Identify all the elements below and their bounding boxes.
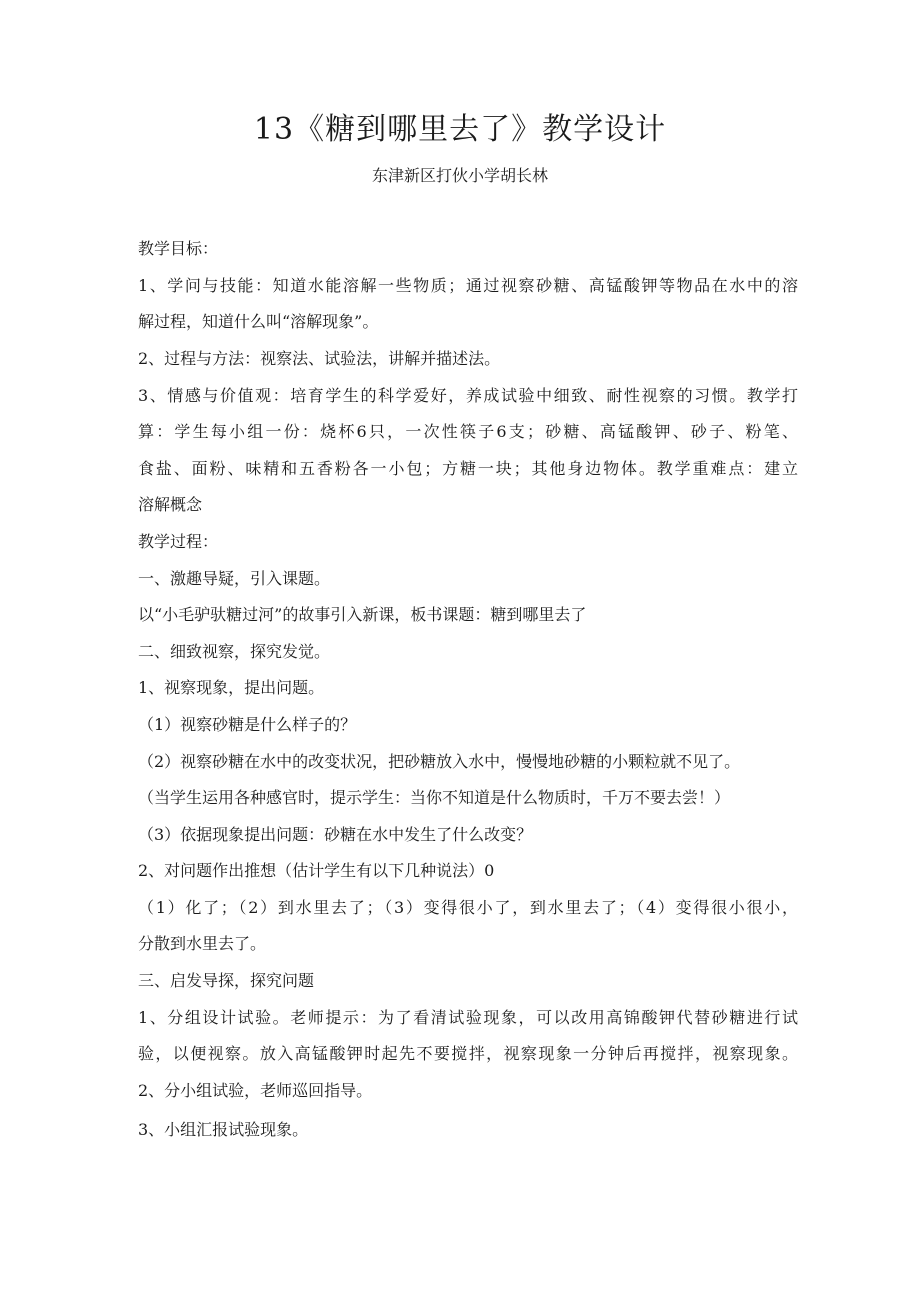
paragraph-line: 食盐、面粉、味精和五香粉各一小包；方糖一块；其他身边物体。教学重难点：建立 (138, 459, 798, 478)
heading-teaching-process: 教学过程： (138, 532, 219, 551)
paragraph-line: （1）视察砂糖是什么样子的？ (138, 715, 357, 734)
paragraph-line: 2、对问题作出推想（估计学生有以下几种说法）0 (138, 861, 495, 880)
paragraph-line: 算：学生每小组一份：烧杯6只，一次性筷子6支；砂糖、高锰酸钾、砂子、粉笔、 (138, 422, 798, 441)
paragraph-line: 溶解概念 (138, 495, 203, 514)
paragraph-line: 2、过程与方法：视察法、试验法，讲解并描述法。 (138, 349, 501, 368)
paragraph-line: 3、小组汇报试验现象。 (138, 1120, 309, 1139)
paragraph-line: 2、分小组试验，老师巡回指导。 (138, 1081, 373, 1100)
paragraph-line: 解过程，知道什么叫“溶解现象”。 (138, 312, 379, 331)
paragraph-line: （1）化了；（2）到水里去了；（3）变得很小了，到水里去了；（4）变得很小很小， (138, 898, 798, 917)
paragraph-line: 3、情感与价值观：培育学生的科学爱好，养成试验中细致、耐性视察的习惯。教学打 (138, 386, 798, 405)
paragraph-line: （当学生运用各种感官时，提示学生：当你不知道是什么物质时，千万不要去尝！） (138, 788, 731, 807)
paragraph-line: 验，以便视察。放入高锰酸钾时起先不要搅拌，视察现象一分钟后再搅拌，视察现象。 (138, 1044, 798, 1063)
paragraph-line: （2）视察砂糖在水中的改变状况，把砂糖放入水中，慢慢地砂糖的小颗粒就不见了。 (138, 752, 741, 771)
paragraph-line: 1、分组设计试验。老师提示：为了看清试验现象，可以改用高锦酸钾代替砂糖进行试 (138, 1008, 798, 1027)
section-heading-2: 二、细致视察，探究发觉。 (138, 642, 331, 661)
page-title: 13《糖到哪里去了》教学设计 (253, 112, 667, 147)
section-heading-1: 一、激趣导疑，引入课题。 (138, 569, 331, 588)
heading-teaching-goals: 教学目标： (138, 239, 219, 258)
section-heading-3: 三、启发导探，探究问题 (138, 971, 315, 990)
author-line: 东津新区打伙小学胡长林 (371, 166, 548, 185)
paragraph-line: （3）依据现象提出问题：砂糖在水中发生了什么改变？ (138, 825, 533, 844)
paragraph-line: 1、学问与技能：知道水能溶解一些物质；通过视察砂糖、高锰酸钾等物品在水中的溶 (138, 276, 798, 295)
paragraph-line: 分散到水里去了。 (138, 934, 267, 953)
paragraph-line: 1、视察现象，提出问题。 (138, 678, 325, 697)
paragraph-line: 以“小毛驴驮糖过河”的故事引入新课，板书课题：糖到哪里去了 (138, 605, 587, 624)
